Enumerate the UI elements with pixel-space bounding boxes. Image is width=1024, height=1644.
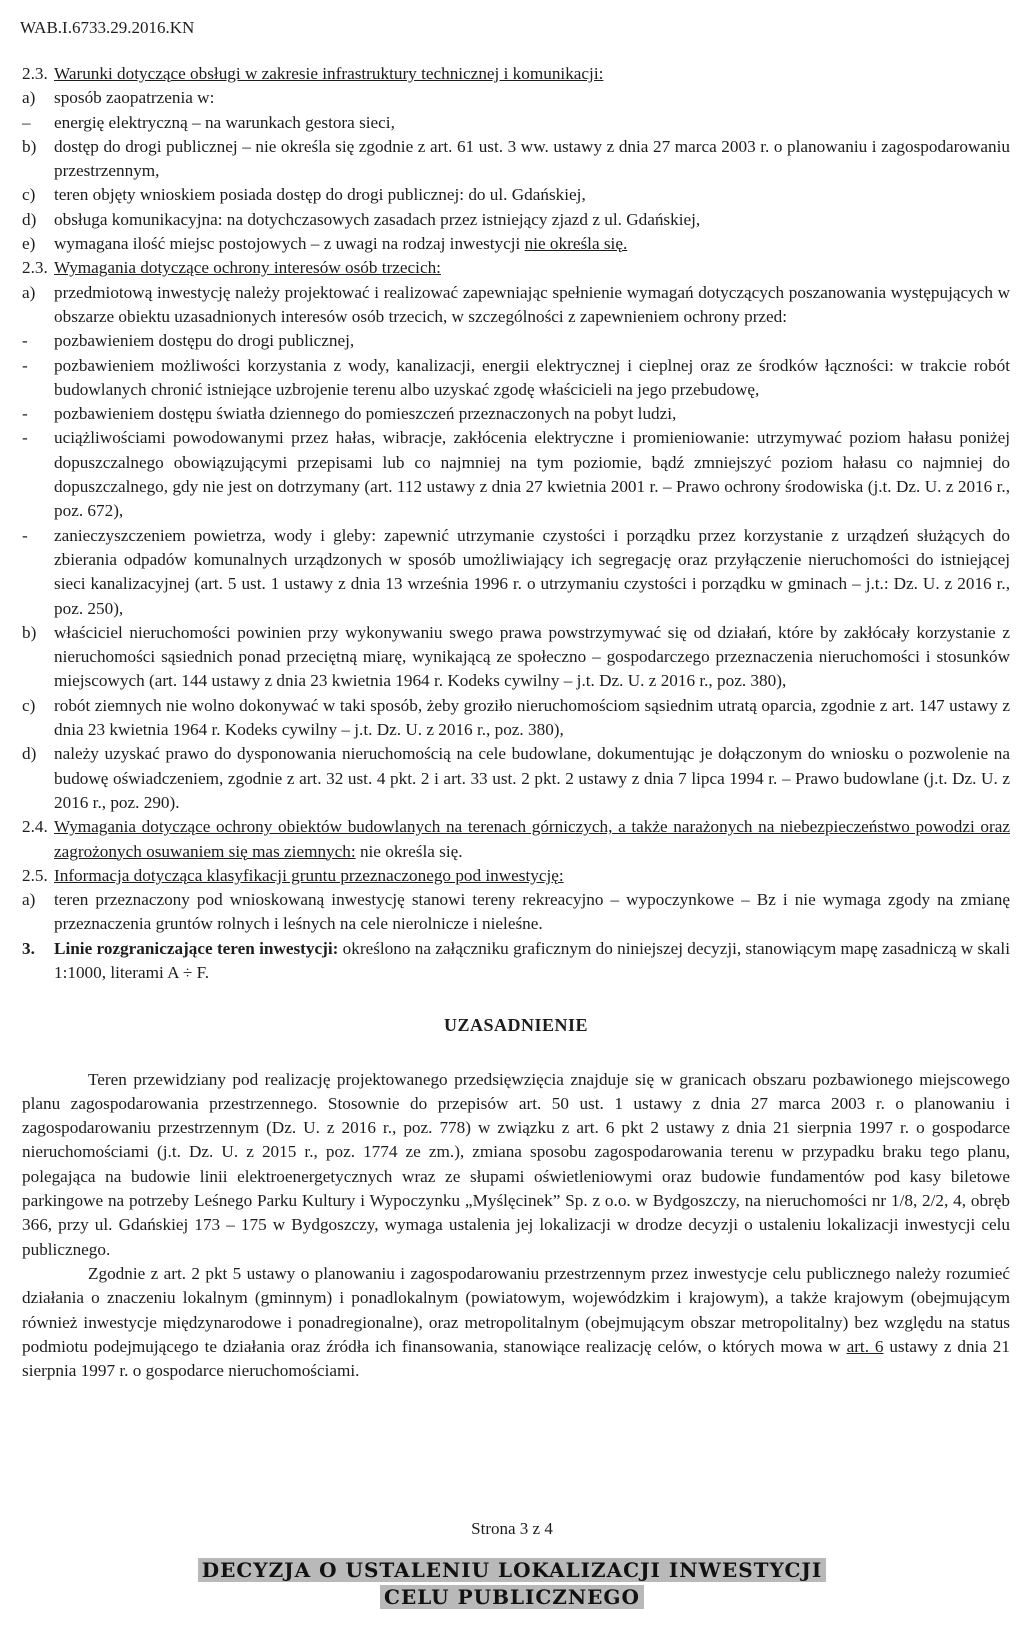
item-label: c) — [22, 695, 36, 715]
item-dash: – — [22, 112, 31, 132]
section-title: Linie rozgraniczające teren inwestycji: — [54, 938, 339, 958]
section-title: Warunki dotyczące obsługi w zakresie infrastruktury technicznej i komunikacji: — [54, 64, 604, 83]
section-number: 2.3. — [22, 258, 48, 278]
item-text: zanieczyszczeniem powietrza, wody i gleby: zapewnić utrzymanie czystości i porządku przez korzystanie z urządzeń służących do zbierania odpadów komunalnych urządzonych w sposób umożliwiający ich segregację oraz przyłączenie nieruchomości do istniejącej sieci kanalizacyjnej (art. 5 ust. 1 ustawy z dnia 13 września 1996 r. o utrzymaniu czystości i porządku w gminach – j.t.: Dz. U. z 2016 r., poz. 250), — [54, 525, 1010, 618]
page-number: Strona 3 z 4 — [471, 1519, 553, 1538]
list-item — [22, 742, 1010, 815]
list-item — [22, 208, 1010, 232]
list-item — [22, 86, 1010, 110]
item-text: dostęp do drogi publicznej – nie określa się zgodnie z art. 61 ust. 3 ww. ustawy z dnia 27 marca 2003 r. o planowaniu i zagospodarowaniu przestrzennym, — [54, 136, 1010, 181]
section-2-4 — [22, 815, 1010, 864]
section-value: nie określa się. — [355, 841, 463, 861]
item-text: teren przeznaczony pod wnioskowaną inwestycję stanowi tereny rekreacyjno – wypoczynkowe – Bz i nie wymaga zgody na zmianę przeznaczenia gruntów rolnych i leśnych na cele nierolnicze i nieleśne. — [54, 890, 1010, 934]
section-2-3-third-parties — [22, 256, 1010, 280]
footer-title-line-2: CELU PUBLICZNEGO — [380, 1585, 644, 1609]
item-text: przedmiotową inwestycję należy projektować i realizować zapewniając spełnienie wymagań dotyczących poszanowania występujących w obszarze obiektu uzasadnionych interesów osób trzecich, w szczególności z zapewnieniem ochrony przed: — [54, 282, 1010, 326]
list-item — [22, 111, 1010, 135]
section-number: 2.4. — [22, 817, 48, 837]
section-title: Wymagania dotyczące ochrony obiektów budowlanych na terenach górniczych, a także narażonych na niebezpieczeństwo powodzi oraz zagrożonych osuwaniem się mas ziemnych: — [54, 817, 1010, 861]
section-title: Informacja dotycząca klasyfikacji gruntu przeznaczonego pod inwestycję: — [54, 865, 564, 885]
section-text — [54, 815, 1010, 864]
item-dash: - — [22, 331, 28, 351]
list-item — [22, 426, 1010, 523]
article-reference: art. 6 — [846, 1336, 884, 1356]
item-label: d) — [22, 744, 37, 764]
item-label: a) — [22, 282, 36, 302]
item-text: należy uzyskać prawo do dysponowania nieruchomością na cele budowlane, dokumentując je dołączonym do wniosku o pozwolenie na budowę oświadczeniem, zgodnie z art. 32 ust. 4 pkt. 2 i art. 33 ust. 2 pkt. 2 ustawy z dnia 7 lipca 1994 r. – Prawo budowlane (j.t. Dz. U. z 2016 r., poz. 290). — [54, 744, 1010, 812]
item-text: teren objęty wnioskiem posiada dostęp do drogi publicznej: do ul. Gdańskiej, — [54, 185, 586, 205]
item-label: d) — [22, 209, 37, 229]
section-number: 3. — [22, 938, 35, 958]
list-item — [22, 183, 1010, 207]
list-item — [22, 402, 1010, 426]
list-item — [22, 694, 1010, 743]
item-label: e) — [22, 234, 36, 254]
paragraph-text: Zgodnie z art. 2 pkt 5 ustawy o planowaniu i zagospodarowaniu przestrzennym przez inwestycje celu publicznego należy rozumieć działania o znaczeniu lokalnym (gminnym) i ponadlokalnym (powiatowym, wojewódzkim i krajowym), a także krajowym (obejmującym również inwestycje międzynarodowe i ponadregionalne), oraz metropolitalnym (obejmującym obszar metropolitalny) bez względu na status podmiotu podejmującego te działania oraz źródła ich finansowania, stanowiące realizację celów, o których mowa w — [22, 1263, 1010, 1356]
paragraph-text: ustawy z dnia 21 sierpnia 1997 r. o gospodarce nieruchomościami. — [22, 1336, 1010, 1381]
section-2-3-infrastructure — [22, 62, 1010, 86]
item-text: wymagana ilość miejsc postojowych – z uwagi na rodzaj inwestycji — [54, 234, 525, 254]
item-dash: - — [22, 525, 28, 545]
item-dash: - — [22, 404, 28, 424]
item-text: obsługa komunikacyjna: na dotychczasowych zasadach przez istniejący zjazd z ul. Gdańskiej, — [54, 209, 701, 229]
item-text: właściciel nieruchomości powinien przy wykonywaniu swego prawa powstrzymywać się od działań, które by zakłócały korzystanie z nieruchomości sąsiednich ponad przeciętną miarę, wynikającą ze społeczno – gospodarczego przeznaczenia nieruchomości i stosunków miejscowych (art. 144 ustawy z dnia 23 kwietnia 1964 r. Kodeks cywilny – j.t. Dz. U. z 2016 r., poz. 380), — [54, 622, 1010, 691]
list-item — [22, 621, 1010, 694]
item-dash: - — [22, 428, 28, 448]
item-label: b) — [22, 622, 37, 642]
item-text: sposób zaopatrzenia w: — [54, 88, 215, 108]
list-item — [22, 524, 1010, 621]
item-text: energię elektryczną – na warunkach gestora sieci, — [54, 112, 395, 132]
item-label: a) — [22, 890, 36, 910]
section-2-5 — [22, 864, 1010, 888]
document-body — [22, 62, 1010, 1383]
section-value: określono na załączniku graficznym do niniejszej decyzji, stanowiącym mapę zasadniczą w skali 1:1000, literami A ÷ F. — [54, 938, 1010, 982]
item-label: b) — [22, 136, 37, 156]
section-text — [54, 937, 1010, 986]
section-number: 2.5. — [22, 865, 48, 885]
item-text-underlined: nie określa się. — [524, 234, 628, 254]
list-item — [22, 135, 1010, 184]
list-item — [22, 281, 1010, 330]
document-reference: WAB.I.6733.29.2016.KN — [20, 18, 195, 37]
footer-title-line-1: DECYZJA O USTALENIU LOKALIZACJI INWESTYCJI — [198, 1558, 826, 1582]
list-item — [22, 232, 1010, 256]
item-text: pozbawieniem dostępu do drogi publicznej, — [54, 331, 355, 351]
justification-paragraph-2 — [22, 1262, 1010, 1383]
footer-stamp — [0, 1557, 1024, 1611]
item-dash: - — [22, 355, 28, 375]
section-number: 2.3. — [22, 64, 48, 83]
uzasadnienie-heading: UZASADNIENIE — [443, 1015, 589, 1036]
item-text: uciążliwościami powodowanymi przez hałas, wibracje, zakłócenia elektryczne i promieniowanie: utrzymywać poziom hałasu poniżej dopuszczalnego obowiązującymi przepisami lub co najmniej na tym poziomie, bądź zmniejszyć poziom hałasu co najmniej do dopuszczalnego, gdy nie jest on dotrzymany (art. 112 ustawy z dnia 27 kwietnia 2001 r. – Prawo ochrony środowiska (j.t. Dz. U. z 2016 r., poz. 672), — [54, 428, 1010, 521]
item-text: pozbawieniem dostępu światła dziennego do pomieszczeń przeznaczonych na pobyt ludzi, — [54, 404, 677, 424]
section-title: Wymagania dotyczące ochrony interesów osób trzecich: — [54, 258, 441, 278]
item-text: pozbawieniem możliwości korzystania z wody, kanalizacji, energii elektrycznej i cieplnej oraz ze środków łączności: w trakcie robót budowlanych chronić istniejące uzbrojenie terenu albo uzyskać zgodę właścicieli na jego przebudowę, — [54, 355, 1010, 399]
list-item — [22, 888, 1010, 937]
list-item — [22, 354, 1010, 403]
list-item — [22, 329, 1010, 353]
section-3 — [22, 937, 1010, 986]
item-text: robót ziemnych nie wolno dokonywać w taki sposób, żeby groziło nieruchomościom sąsiednim utratą oparcia, zgodnie z art. 147 ustawy z dnia 23 kwietnia 1964 r. Kodeks cywilny – j.t. Dz. U. z 2016 r., poz. 380), — [54, 695, 1010, 740]
item-label: a) — [22, 88, 36, 108]
item-text-wrapper — [54, 232, 1010, 256]
justification-paragraph-1: Teren przewidziany pod realizację projektowanego przedsięwzięcia znajduje się w granicach obszaru pozbawionego miejscowego planu zagospodarowania przestrzennego. Stosownie do przepisów art. 50 ust. 1 ustawy z dnia 27 marca 2003 r. o planowaniu i zagospodarowaniu przestrzennym (Dz. U. z 2016 r., poz. 778) w związku z art. 6 pkt 2 ustawy z dnia 21 sierpnia 1997 r. o gospodarce nieruchomościami (j.t. Dz. U. z 2015 r., poz. 1774 ze zm.), zmiana sposobu zagospodarowania terenu w przypadku braku tego planu, polegająca na budowie linii elektroenergetycznych wraz ze słupami oświetleniowymi oraz budowie fundamentów pod kasy biletowe parkingowe na potrzeby Leśnego Parku Kultury i Wypoczynku „Myślęcinek” Sp. z o.o. w Bydgoszczy, na nieruchomości nr 1/8, 2/2, 4, obręb 366, przy ul. Gdańskiej 173 – 175 w Bydgoszczy, wymaga ustalenia jej lokalizacji w drodze decyzji o ustaleniu lokalizacji inwestycji celu publicznego. — [22, 1069, 1010, 1259]
item-label: c) — [22, 185, 36, 205]
